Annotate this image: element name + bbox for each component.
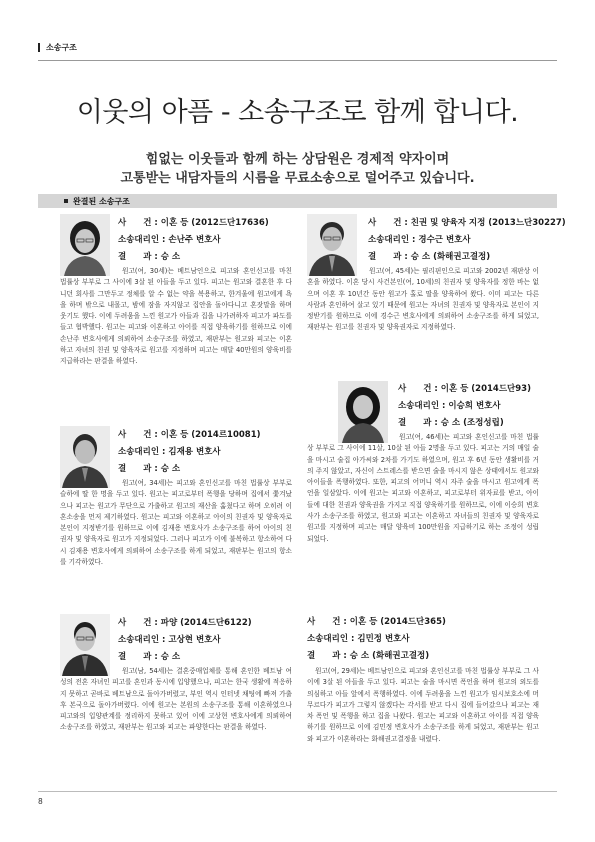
case-label: 사 건 : [307,617,350,627]
case-5-result: 승 소 (조정성립) [440,418,504,428]
case-5-text: 원고(여, 46세)는 피고와 혼인신고를 마친 법률상 부부로 그 사이에 11살, 10살 된 아들 2명을 두고 있다. 피고는 거의 매일 술을 마시고 술집 아가씨와 2차를 가기도 하였으며, 원고 후 6년 동안 생활비를 거의 주지 않았고, 자신이 스트레스를 받으면 술을 마시지 않은 상태에서도 원고와 아이들을 폭행하였다. 또한, 피고의 어머니 역시 자주 술을 마시고 원고에게 폭언을 일삼았다. 이에 원고는 피고와 이혼하고, 피고로부터 위자료를 받고, 아이들에 대한 친권과 양육권을 가지고 직접 양육하기를 원하므로, 이에 이승희 변호사가 소송구조를 하였고, 원고와 피고는 이혼하고 자녀들의 친권자 및 양육자로 원고를 지정하며 피고는 매달 양육비 100만원을 지급하기로 하는 조정이 성립되었다. [307,433,539,543]
category-bar [38,194,557,208]
case-3-agent: 고상현 변호사 [168,635,221,645]
case-2-result: 승 소 [160,464,181,474]
agent-label: 소송대리인 : [118,635,169,645]
case-label: 사 건 : [368,218,411,228]
section-marker [38,43,40,52]
header-rule [38,60,557,61]
category-title: 완결된 소송구조 [73,196,130,206]
result-label: 결 과 : [118,652,161,662]
subtitle-line-2: 고통받는 내담자들의 시름을 무료소송으로 덜어주고 있습니다. [120,171,475,186]
result-label: 결 과 : [307,651,350,661]
case-6-meta [307,614,446,665]
agent-label: 소송대리인 : [118,447,169,457]
case-4-meta [368,215,566,266]
case-5-agent: 이승희 변호사 [448,401,501,411]
headline: 이웃의 아픔 - 소송구조로 함께 합니다. [76,97,519,128]
case-3-result: 승 소 [160,652,181,662]
case-2-agent: 김재용 변호사 [168,447,221,457]
agent-label: 소송대리인 : [368,235,419,245]
category-bullet-icon [64,199,68,203]
case-5-title: 이혼 등 (2014드단93) [440,384,531,394]
section-header [38,42,77,53]
result-label: 결 과 : [118,252,161,262]
case-6-text: 원고(여, 29세)는 베트남인으로 피고와 혼인신고를 마친 법률상 부부로 그 사이에 3살 된 아들을 두고 있다. 피고는 술을 마시면 폭언을 하며 원고의 외도를 의심하고 아들 앞에서 폭행하였다. 이에 두려움을 느낀 원고가 임시보호소에 머무르다가 피고가 그렇지 않겠다는 각서를 받고 다시 집에 들어갔으나 피고는 재차 폭언 및 폭행을 하고 집을 나왔다. 원고는 피고와 이혼하고 아이를 직접 양육하기를 원하므로 이에 김민정 변호사가 소송구조를 하게 되었고, 재판부는 원고와 피고가 이혼하라는 화해권고결정을 내렸다. [307,667,539,743]
case-label: 사 건 : [118,618,161,628]
case-4-agent: 경수근 변호사 [418,235,471,245]
case-3-title: 파양 (2014드단6122) [160,618,252,628]
agent-label: 소송대리인 : [118,235,169,245]
case-1-title: 이혼 등 (2012드단17636) [160,218,269,228]
agent-label: 소송대리인 : [307,634,358,644]
case-2-meta [118,427,261,478]
case-4-result: 승 소 (화해권고결정) [410,252,491,262]
case-6-agent: 김민정 변호사 [357,634,410,644]
case-5-meta [398,381,531,432]
footer-rule [38,791,557,792]
agent-label: 소송대리인 : [398,401,449,411]
subtitle-line-1: 힘없는 이웃들과 함께 하는 상담원은 경제적 약자이며 [145,152,450,167]
case-6-title: 이혼 등 (2014드단365) [349,617,446,627]
result-label: 결 과 : [398,418,441,428]
section-title: 소송구조 [46,43,77,52]
case-4-title: 친권 및 양육자 지정 (2013느단30227) [410,218,566,228]
case-3-meta [118,615,252,666]
case-label: 사 건 : [118,430,161,440]
case-3-text: 원고(남, 54세)는 결혼중매업체를 통해 혼인한 베트남 여성의 전혼 자녀인 피고를 혼인과 동시에 입양했으나, 피고는 한국 생활에 적응하지 못하고 곧바로 베트남으로 돌아가버렸고, 부인 역시 인터넷 채팅에 빠져 가출 후 본국으로 돌아가버렸다. 이에 원고는 본원의 소송구조를 통해 이혼하였으나 피고와의 입양관계를 정리하지 못하고 있어 이에 고상현 변호사에게 의뢰하여 소송구조를 하였고, 재판부는 원고와 피고는 파양한다는 판결을 하였다. [60,667,292,732]
case-1-meta [118,215,269,266]
case-6-result: 승 소 (화해권고결정) [349,651,430,661]
result-label: 결 과 : [368,252,411,262]
case-label: 사 건 : [398,384,441,394]
page-number: 8 [38,797,43,806]
case-1-result: 승 소 [160,252,181,262]
case-4-text: 원고(여, 45세)는 필리핀인으로 피고와 2002년 재판상 이혼을 하였다. 이혼 당시 사건본인(여, 10세)의 친권자 및 양육자를 정한 바는 없으며 이혼 후 10년간 동안 원고가 홀로 딸을 양육하여 왔다. 이미 피고는 다른 사람과 혼인하여 살고 있기 때문에 원고는 자녀의 친권자 및 양육자로 본인이 지정받기를 원하므로 이에 경수근 변호사에게 의뢰하여 소송구조를 하게 되었고, 재판부는 원고를 친권자 및 양육권자로 지정하였다. [307,267,539,332]
result-label: 결 과 : [118,464,161,474]
case-2-text: 원고(여, 34세)는 피고와 혼인신고를 마친 법률상 부부로 슬하에 딸 한 명을 두고 있다. 원고는 피고로부터 폭행을 당하며 집에서 쫓겨났으나 피고는 원고가 무단으로 가출하고 원고의 재산을 훔쳤다고 하며 오히려 이혼소송을 먼저 제기하였다. 원고는 피고와 이혼하고 아이의 친권자 및 양육자로 본인이 지정받기를 원하므로 이에 김재용 변호사가 소송구조를 하여 아이의 친권자 및 양육자로 원고가 지정되었다. 그러나 피고가 이에 불복하고 항소하여 다시 김재용 변호사에게 의뢰하여 소송구조를 하게 되었고, 재판부는 원고의 항소를 기각하였다. [60,479,292,567]
case-1-text: 원고(여, 30세)는 베트남인으로 피고와 혼인신고를 마친 법률상 부부로 그 사이에 3살 된 아들을 두고 있다. 피고는 원고와 결혼한 후 다니던 회사를 그만두고 정체를 알 수 없는 약을 복용하고, 한겨울에 원고에게 욕을 하며 밖으로 내몰고, 밤에 잠을 자지않고 집안을 돌아다니고 혼잣말을 하며 웃기도 했다. 이에 두려움을 느낀 원고가 아들과 집을 나가려하자 피고가 파도를 들고 협박했다. 원고는 피고와 이혼하고 아이를 직접 양육하기를 원하므로 이에 손난주 변호사에게 의뢰하여 소송구조를 하였고, 재판부는 원고와 피고는 이혼하고 자녀의 친권 및 양육자로 원고를 지정하며 피고는 매달 40만원의 양육비를 지급하라는 판결을 하였다. [60,267,292,366]
case-1-agent: 손난주 변호사 [168,235,221,245]
case-label: 사 건 : [118,218,161,228]
case-2-title: 이혼 등 (2014르10081) [160,430,261,440]
